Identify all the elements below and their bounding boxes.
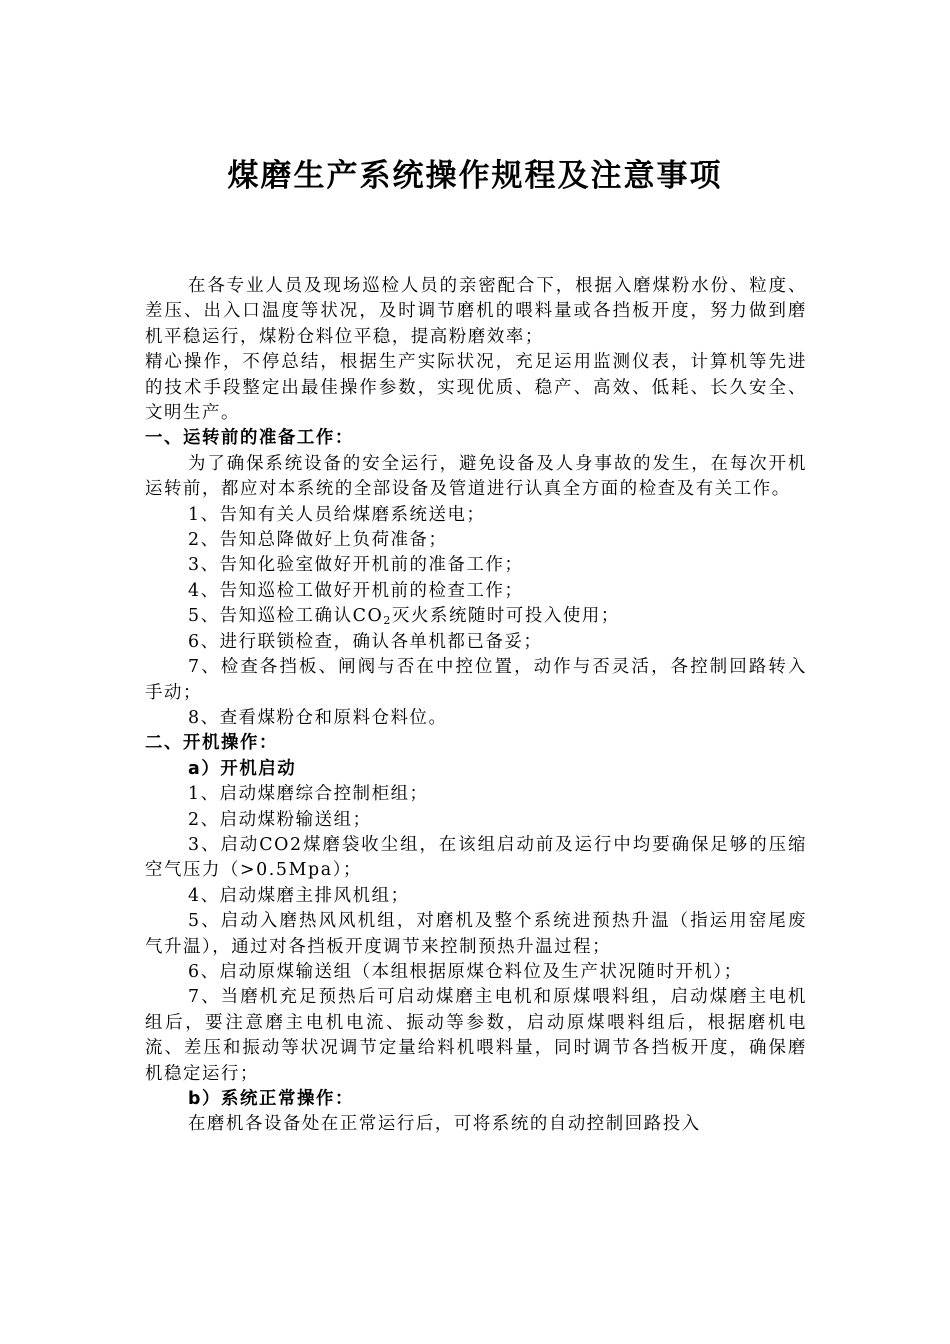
step-item: 3、启动CO2煤磨袋收尘组，在该组启动前及运行中均要确保足够的压缩空气压力（>0.5Mpa）； bbox=[145, 834, 807, 881]
subsection-a-heading: a）开机启动 bbox=[188, 758, 297, 779]
list-item: 2、告知总降做好上负荷准备； bbox=[188, 530, 448, 551]
list-item-text: 5、告知巡检工确认CO bbox=[188, 606, 384, 627]
step-item: 5、启动入磨热风风机组，对磨机及整个系统进预热升温（指运用窑尾废气升温），通过对各挡板开度调节来控制预热升温过程； bbox=[145, 911, 807, 957]
list-item-text: 灭火系统随时可投入使用； bbox=[391, 606, 620, 627]
step-item: 7、当磨机充足预热后可启动煤磨主电机和原煤喂料组，启动煤磨主电机组后，要注意磨主电机电流、振动等参数，启动原煤喂料组后，根据磨机电流、差压和振动等状况调节定量给料机喂料量，同时调节各挡板开度，确保磨机稳定运行； bbox=[145, 987, 807, 1084]
step-item: 2、启动煤粉输送组； bbox=[188, 809, 372, 830]
subscript-text: 2 bbox=[383, 614, 392, 628]
step-item: 1、启动煤磨综合控制柜组； bbox=[188, 784, 429, 805]
list-item: 3、告知化验室做好开机前的准备工作； bbox=[188, 555, 524, 576]
list-item: 7、检查各挡板、闸阀与否在中控位置，动作与否灵活，各控制回路转入手动； bbox=[145, 657, 807, 703]
list-item: 6、进行联锁检查，确认各单机都已备妥； bbox=[188, 631, 543, 652]
document-body bbox=[145, 274, 807, 1138]
document-title: 煤磨生产系统操作规程及注意事项 bbox=[227, 158, 723, 194]
section-1-heading: 一、运转前的准备工作： bbox=[145, 428, 354, 449]
intro-paragraph-1: 在各专业人员及现场巡检人员的亲密配合下，根据入磨煤粉水份、粒度、差压、出入口温度等状况，及时调节磨机的喂料量或各挡板开度，努力做到磨机平稳运行，煤粉仓料位平稳，提高粉磨效率； bbox=[145, 276, 807, 347]
list-item-co2 bbox=[145, 604, 807, 629]
step-item: 4、启动煤磨主排风机组； bbox=[188, 885, 410, 906]
section-1-paragraph: 为了确保系统设备的安全运行，避免设备及人身事故的发生，在每次开机运转前，都应对本系统的全部设备及管道进行认真全方面的检查及有关工作。 bbox=[145, 453, 807, 500]
intro-paragraph-2: 精心操作，不停总结，根据生产实际状况，充足运用监测仪表，计算机等先进的技术手段整定出最佳操作参数，实现优质、稳产、高效、低耗、长久安全、文明生产。 bbox=[145, 352, 807, 424]
list-item: 4、告知巡检工做好开机前的检查工作； bbox=[188, 580, 524, 601]
step-item: 6、启动原煤输送组（本组根据原煤仓料位及生产状况随时开机）； bbox=[188, 961, 743, 982]
list-item: 1、告知有关人员给煤磨系统送电； bbox=[188, 504, 486, 525]
section-2-heading: 二、开机操作： bbox=[145, 733, 278, 754]
subsection-b-heading: b）系统正常操作： bbox=[188, 1089, 354, 1109]
subsection-b-paragraph: 在磨机各设备处在正常运行后，可将系统的自动控制回路投入 bbox=[188, 1114, 701, 1135]
list-item: 8、查看煤粉仓和原料仓料位。 bbox=[188, 707, 448, 728]
